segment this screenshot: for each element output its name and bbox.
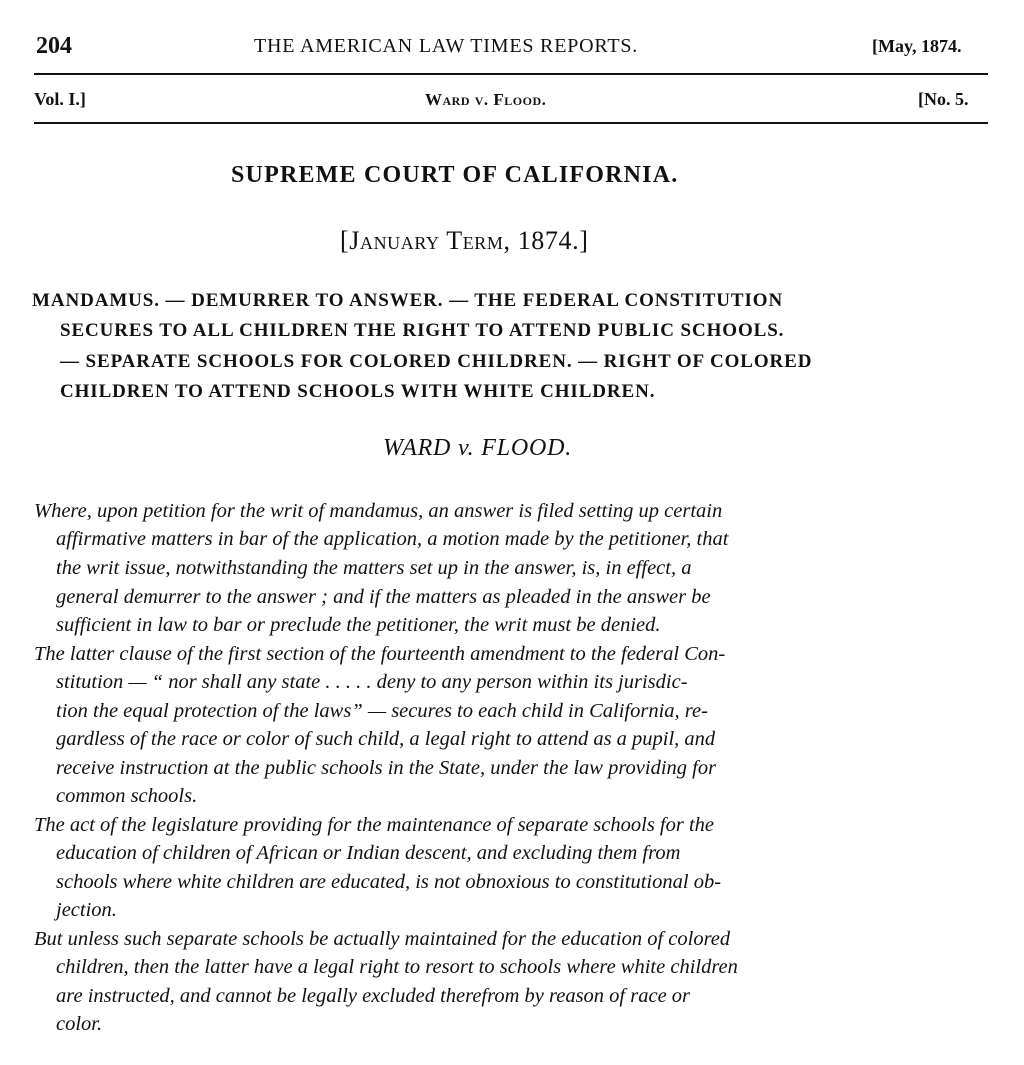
headnote-line: jection.: [56, 899, 117, 921]
page-number: 204: [36, 33, 72, 59]
headnote-line: color.: [56, 1013, 103, 1035]
publication-title: THE AMERICAN LAW TIMES REPORTS.: [254, 35, 639, 57]
term-heading: [January Term, 1874.]: [340, 226, 589, 255]
case-title: WARD v. FLOOD.: [383, 435, 573, 461]
header-rule-top: [34, 73, 988, 75]
volume-label: Vol. I.]: [34, 89, 86, 109]
headnote-line: sufficient in law to bar or preclude the petitioner, the writ must be denied.: [56, 614, 661, 636]
headnote-line: schools where white children are educated, is not obnoxious to constitutional ob-: [56, 871, 722, 893]
headnote-line: gardless of the race or color of such child, a legal right to attend as a pupil, and: [56, 728, 716, 750]
headnote-line: stitution — “ nor shall any state . . . . . deny to any person within its jurisdic-: [56, 671, 688, 693]
headnote-line: are instructed, and cannot be legally excluded therefrom by reason of race or: [56, 985, 691, 1007]
syllabus-line: MANDAMUS. — DEMURRER TO ANSWER. — THE FEDERAL CONSTITUTION: [32, 290, 784, 311]
headnote-line: Where, upon petition for the writ of mandamus, an answer is filed setting up certain: [34, 500, 723, 522]
header-rule-bottom: [34, 122, 988, 124]
issue-number: [No. 5.: [918, 89, 969, 109]
headnote-line: But unless such separate schools be actually maintained for the education of colored: [34, 928, 731, 950]
issue-date: [May, 1874.: [872, 36, 962, 56]
syllabus-line: CHILDREN TO ATTEND SCHOOLS WITH WHITE CHILDREN.: [60, 381, 656, 402]
syllabus-line: — SEPARATE SCHOOLS FOR COLORED CHILDREN. — RIGHT OF COLORED: [60, 351, 813, 372]
headnote-line: The latter clause of the first section of the fourteenth amendment to the federal Con-: [34, 643, 726, 665]
headnote-line: tion the equal protection of the laws” — secures to each child in California, re-: [56, 700, 708, 722]
running-case-title: Ward v. Flood.: [425, 90, 547, 109]
headnote-line: receive instruction at the public schools in the State, under the law providing for: [56, 757, 717, 779]
headnote-line: affirmative matters in bar of the application, a motion made by the petitioner, that: [56, 528, 729, 550]
syllabus-line: SECURES TO ALL CHILDREN THE RIGHT TO ATTEND PUBLIC SCHOOLS.: [60, 320, 785, 341]
headnote-line: common schools.: [56, 785, 198, 807]
court-heading: SUPREME COURT OF CALIFORNIA.: [231, 162, 679, 188]
headnote-line: general demurrer to the answer ; and if the matters as pleaded in the answer be: [56, 586, 711, 608]
headnote-line: children, then the latter have a legal right to resort to schools where white children: [56, 956, 738, 978]
headnote-line: the writ issue, notwithstanding the matters set up in the answer, is, in effect, a: [56, 557, 692, 579]
headnote-line: The act of the legislature providing for the maintenance of separate schools for the: [34, 814, 715, 836]
headnote-line: education of children of African or Indian descent, and excluding them from: [56, 842, 681, 864]
